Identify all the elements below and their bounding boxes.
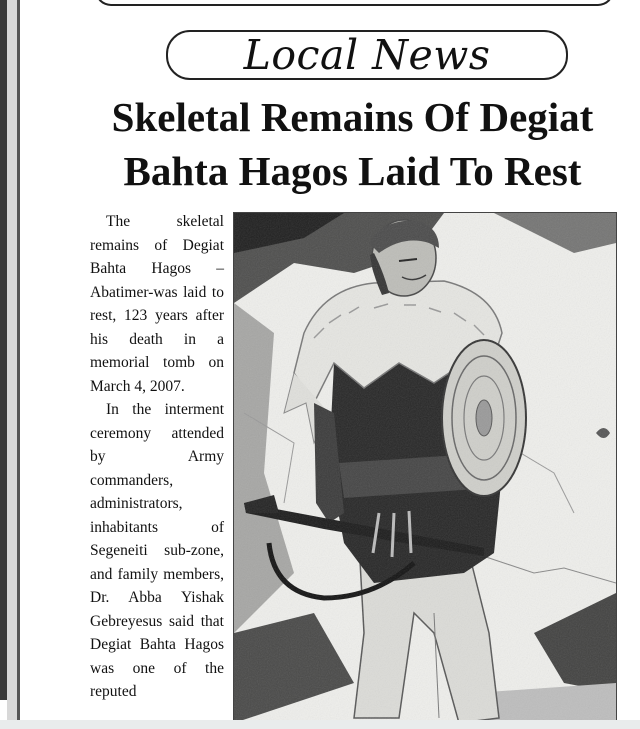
article-photo — [233, 212, 617, 724]
section-banner — [166, 30, 568, 80]
viewer-bottom-edge — [0, 720, 640, 729]
viewer-gutter — [7, 0, 17, 729]
article-body — [90, 210, 224, 704]
warrior-portrait-illustration — [234, 213, 616, 723]
viewer-left-border — [0, 0, 7, 700]
article-headline — [80, 90, 625, 198]
headline-line-1: Skeletal Remains Of Degiat — [111, 94, 594, 140]
article-paragraph-2: In the interment ceremony attended by Army commanders, administrators, inhabitants of Segeneiti sub-zone, and family members, Dr. Abba Yishak Gebreyesus said that Degiat Bahta Hagos was one of the reputed — [90, 401, 224, 700]
headline-line-2: Bahta Hagos Laid To Rest — [123, 148, 582, 194]
page-edge — [17, 0, 20, 729]
article-paragraph-1: The skeletal remains of Degiat Bahta Hagos – Abatimer-was laid to rest, 123 years after his death in a memorial tomb on March 4, 2007. — [90, 213, 224, 395]
previous-section-frame — [95, 0, 614, 6]
section-title: Local News — [243, 30, 491, 79]
